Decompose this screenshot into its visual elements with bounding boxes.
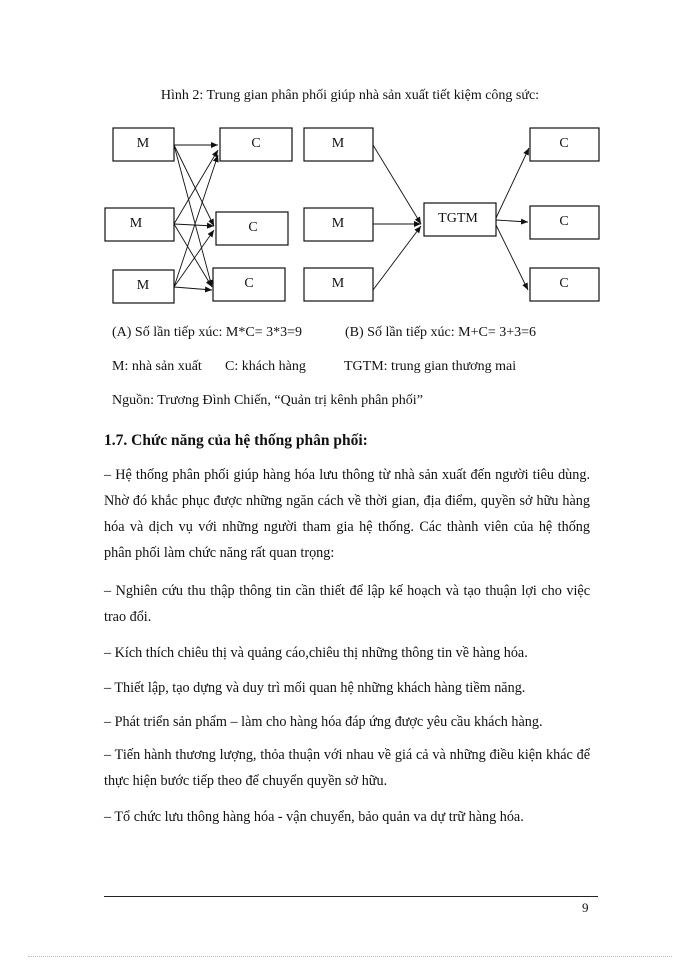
- paragraph: – Nghiên cứu thu thập thông tin cần thiết để lập kế hoạch và tạo thuận lợi cho việc trao đổi.: [104, 583, 590, 625]
- left-customer-box: [220, 128, 292, 161]
- edge-m3-c2: [174, 230, 214, 287]
- left-producer-box: [113, 270, 174, 303]
- contacts-a: (A) Số lần tiếp xúc: M*C= 3*3=9: [112, 325, 302, 340]
- right-customer-box: [530, 268, 599, 301]
- right-producer-box: [304, 268, 373, 301]
- paragraph: – Hệ thống phân phối giúp hàng hóa lưu thông từ nhà sản xuất đến người tiêu dùng. Nhờ đó khắc phục được những ngăn cách về thời gian, địa điểm, quyền sở hữu hàng hóa và dịch vụ với những người tham gia hệ thống. Các thành viên của hệ thống phân phối làm chức năng rất quan trọng:: [104, 467, 590, 561]
- page-edge: [28, 956, 672, 957]
- edge-m1-c3: [174, 145, 212, 287]
- section-heading: 1.7. Chức năng của hệ thống phân phối:: [104, 432, 368, 449]
- right-customer-box: [530, 206, 599, 239]
- footer-rule: [104, 896, 598, 897]
- edge-tgtm-c2: [496, 220, 528, 222]
- figure-source: Nguồn: Trương Đình Chiến, “Quản trị kênh phân phối”: [112, 393, 423, 408]
- edge-m3-c3: [174, 287, 212, 290]
- left-customer-box: [216, 212, 288, 245]
- left-producer-box: [105, 208, 174, 241]
- edge-tgtm-c1: [496, 148, 529, 218]
- box-label: M: [129, 216, 143, 231]
- paragraph: – Thiết lập, tạo dựng và duy trì mối quan hệ những khách hàng tiềm năng.: [104, 680, 526, 696]
- edge-m2-c3: [174, 224, 212, 287]
- box-label: C: [248, 220, 258, 235]
- legend-tgtm: TGTM: trung gian thương mai: [344, 359, 517, 374]
- right-customer-box: [530, 128, 599, 161]
- contacts-b: (B) Số lần tiếp xúc: M+C= 3+3=6: [345, 325, 537, 340]
- paragraph: – Tiến hành thương lượng, thỏa thuận với nhau về giá cả và những điều kiện khác để thực hiện bước tiếp theo để chuyển quyền sở hữu.: [104, 747, 590, 789]
- page-number: 9: [582, 900, 589, 915]
- paragraph: – Tổ chức lưu thông hàng hóa - vận chuyển, bảo quản va dự trữ hàng hóa.: [104, 809, 524, 825]
- box-label: C: [559, 136, 569, 151]
- box-label: TGTM: [438, 211, 478, 226]
- edge-rm1-tgtm: [373, 145, 421, 224]
- paragraph: – Kích thích chiêu thị và quảng cáo,chiêu thị những thông tin về hàng hóa.: [104, 645, 528, 661]
- edge-rm3-tgtm: [373, 226, 421, 290]
- left-customer-box: [213, 268, 285, 301]
- edge-m2-c1: [174, 150, 218, 224]
- edge-tgtm-c3: [496, 225, 528, 290]
- distribution-diagram: [0, 0, 700, 330]
- intermediary-box: [424, 203, 496, 236]
- figure-caption: Hình 2: Trung gian phân phối giúp nhà sản xuất tiết kiệm công sức:: [160, 88, 540, 103]
- box-label: C: [251, 136, 261, 151]
- box-label: M: [331, 136, 345, 151]
- box-label: C: [559, 276, 569, 291]
- left-producer-box: [113, 128, 174, 161]
- box-label: C: [244, 276, 254, 291]
- left-connections: [174, 145, 218, 290]
- box-label: M: [331, 276, 345, 291]
- box-label: M: [136, 278, 150, 293]
- box-label: M: [136, 136, 150, 151]
- right-producer-box: [304, 208, 373, 241]
- legend-m: M: nhà sản xuất: [112, 359, 202, 374]
- right-producer-box: [304, 128, 373, 161]
- paragraph: – Phát triển sản phẩm – làm cho hàng hóa đáp ứng được yêu cầu khách hàng.: [104, 714, 543, 730]
- box-label: C: [559, 214, 569, 229]
- legend-c: C: khách hàng: [225, 359, 306, 374]
- box-label: M: [331, 216, 345, 231]
